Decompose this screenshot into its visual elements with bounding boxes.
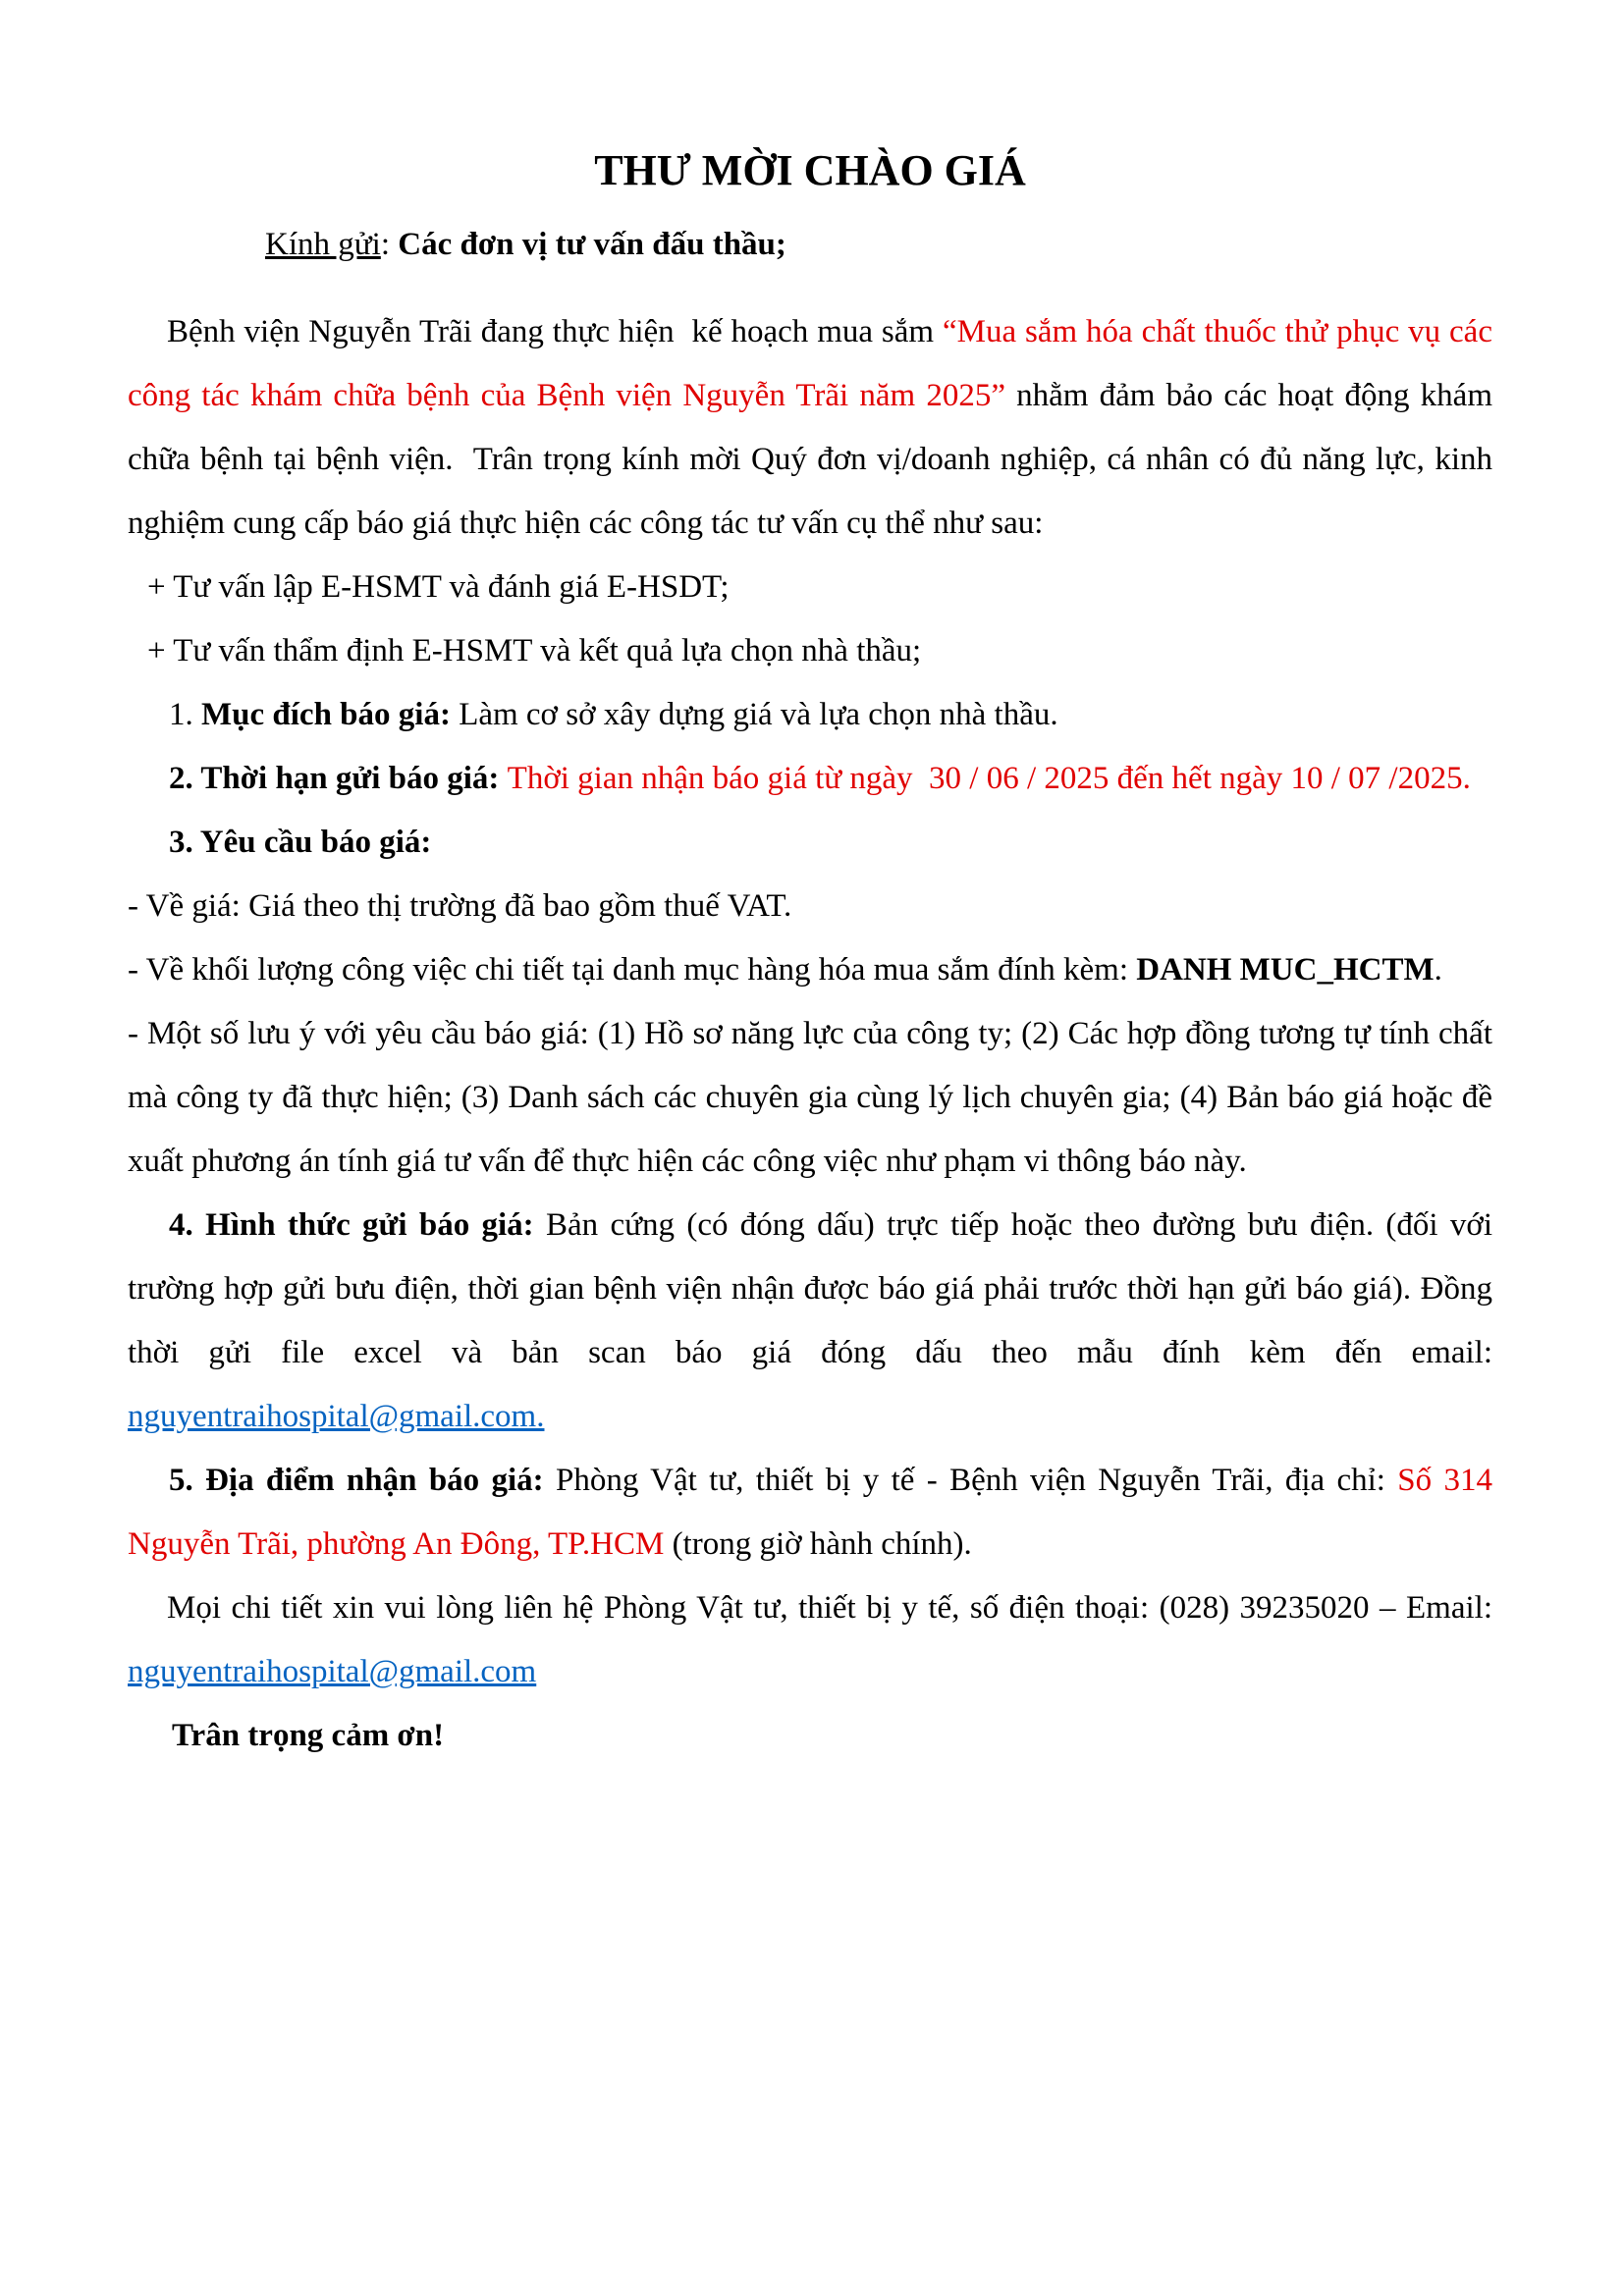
- page-title: THƯ MỜI CHÀO GIÁ: [594, 146, 1026, 194]
- section-requirements-heading: [128, 811, 1492, 875]
- procurement-plan-name: “Mua sắm hóa chất thuốc thử phục vụ các công tác khám chữa bệnh của Bệnh viện Nguyễn Trãi năm 2025”: [128, 314, 1501, 413]
- requirement-scope: [128, 938, 1492, 1002]
- section-deadline-dates: Thời gian nhận báo giá từ ngày 30 / 06 / 2025 đến hết ngày 10 / 07 /2025.: [507, 761, 1471, 796]
- section-delivery-body: Bản cứng (có đóng dấu) trực tiếp hoặc theo đường bưu điện. (đối với trường hợp gửi bưu điện, thời gian bệnh viện nhận được báo giá phải trước thời hạn gửi báo giá). Đồng thời gửi file excel và bản scan báo giá đóng dấu theo mẫu đính kèm đến email:: [128, 1207, 1501, 1370]
- section-deadline-label: 2. Thời hạn gửi báo giá:: [169, 761, 508, 796]
- service-item-2-text: + Tư vấn thẩm định E-HSMT và kết quả lựa chọn nhà thầu;: [147, 633, 922, 668]
- requirement-scope-post: .: [1434, 952, 1442, 988]
- salutation-label: Kính gửi: [265, 227, 381, 262]
- section-purpose-label: Mục đích báo giá:: [201, 697, 451, 732]
- requirement-notes-text: - Một số lưu ý với yêu cầu báo giá: (1) Hồ sơ năng lực của công ty; (2) Các hợp đồng tương tự tính chất mà công ty đã thực hiện; (3) Danh sách các chuyên gia cùng lý lịch chuyên gia; (4) Bản báo giá hoặc đề xuất phương án tính giá tư vấn để thực hiện các công việc như phạm vi thông báo này.: [128, 1016, 1501, 1179]
- intro-text-post: nhằm đảm bảo các hoạt động khám chữa bệnh tại bệnh viện. Trân trọng kính mời Quý đơn vị/doanh nghiệp, cá nhân có đủ năng lực, kinh nghiệm cung cấp báo giá thực hiện các công tác tư vấn cụ thể như sau:: [128, 378, 1501, 541]
- contact-paragraph: [128, 1576, 1501, 1704]
- section-delivery: [128, 1194, 1501, 1449]
- service-item-1-text: + Tư vấn lập E-HSMT và đánh giá E-HSDT;: [147, 569, 730, 605]
- requirement-price-text: - Về giá: Giá theo thị trường đã bao gồm thuế VAT.: [128, 888, 792, 924]
- hospital-address: Số 314 Nguyễn Trãi, phường An Đông, TP.HCM: [128, 1463, 1501, 1562]
- salutation-separator: :: [380, 227, 399, 262]
- requirement-scope-pre: - Về khối lượng công việc chi tiết tại danh mục hàng hóa mua sắm đính kèm:: [128, 952, 1137, 988]
- requirement-price: [128, 875, 1492, 938]
- delivery-email-link[interactable]: nguyentraihospital@gmail.com.: [128, 1399, 545, 1434]
- closing-line: [128, 1704, 1492, 1768]
- attachment-name: DANH MUC_HCTM: [1136, 952, 1435, 988]
- section-location: [128, 1449, 1501, 1576]
- contact-text: Mọi chi tiết xin vui lòng liên hệ Phòng Vật tư, thiết bị y tế, số điện thoại: (028) 39235020 – Email:: [167, 1590, 1501, 1626]
- section-location-label: 5. Địa điểm nhận báo giá:: [169, 1463, 557, 1498]
- service-item-2: [128, 619, 1492, 683]
- service-item-1: [128, 556, 1492, 619]
- salutation: [265, 213, 1492, 277]
- salutation-recipient: Các đơn vị tư vấn đấu thầu;: [398, 227, 786, 262]
- section-purpose-number: 1.: [169, 697, 201, 732]
- section-location-body-pre: Phòng Vật tư, thiết bị y tế - Bệnh viện Nguyễn Trãi, địa chỉ:: [556, 1463, 1398, 1498]
- section-purpose-body: Làm cơ sở xây dựng giá và lựa chọn nhà thầu.: [450, 697, 1058, 732]
- section-location-body-post: (trong giờ hành chính).: [672, 1526, 972, 1562]
- closing-text: Trân trọng cảm ơn!: [172, 1718, 445, 1753]
- section-requirements-label: 3. Yêu cầu báo giá:: [169, 825, 432, 860]
- requirement-notes: [128, 1002, 1501, 1194]
- section-deadline: [128, 747, 1492, 811]
- intro-paragraph: [128, 300, 1501, 556]
- section-purpose: [128, 683, 1492, 747]
- intro-text-pre: Bệnh viện Nguyễn Trãi đang thực hiện kế hoạch mua sắm: [167, 314, 943, 349]
- section-delivery-label: 4. Hình thức gửi báo giá:: [169, 1207, 546, 1243]
- contact-email-link[interactable]: nguyentraihospital@gmail.com: [128, 1654, 537, 1689]
